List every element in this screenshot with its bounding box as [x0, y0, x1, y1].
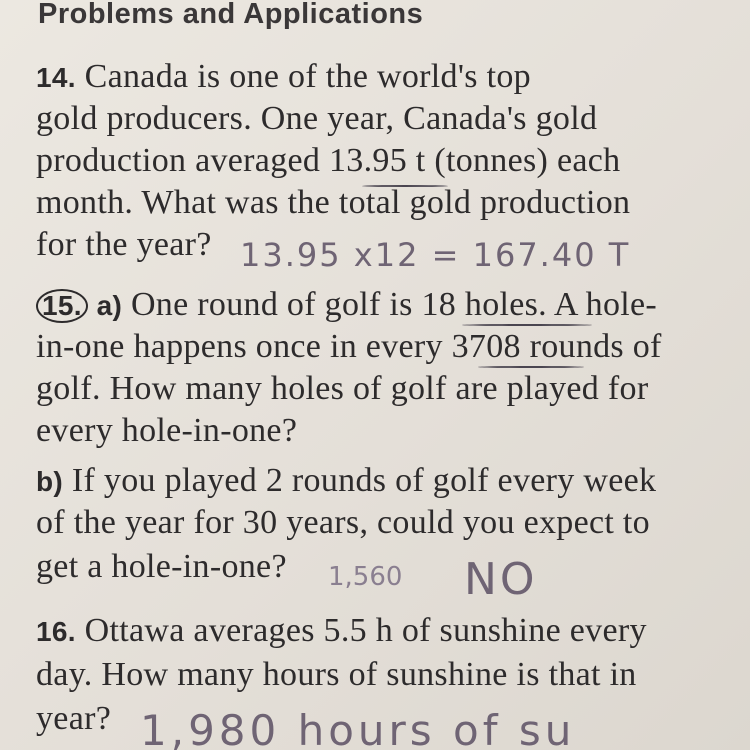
problem-14-line-5: for the year? — [36, 226, 212, 263]
problem-16-number: 16. — [36, 616, 76, 647]
problem-16-handwritten-answer: 1,980 hours of su — [140, 706, 576, 750]
problem-16-line-1 — [36, 612, 647, 650]
problem-15-part-a-label: a) — [96, 290, 123, 321]
problem-15-part-b-text: If you played 2 rounds of golf every week — [71, 462, 657, 499]
problem-15-line-3: golf. How many holes of golf are played for — [36, 370, 649, 407]
problem-15-part-a-text: One round of golf is 18 holes. A hole- — [130, 286, 658, 323]
problem-15b-handwritten-answer: NO — [464, 554, 538, 605]
underline-3708 — [478, 366, 584, 368]
problem-15-number-circled: 15. — [36, 289, 88, 323]
problem-15b-handwritten-work: 1,560 — [328, 562, 403, 592]
underline-18-holes — [462, 324, 592, 326]
problem-14-line-2: gold producers. One year, Canada's gold — [36, 100, 598, 137]
problem-16-line-3: year? — [36, 700, 112, 737]
problem-15-line-4: every hole-in-one? — [36, 412, 298, 449]
problem-15b-line-2: of the year for 30 years, could you expect to — [36, 504, 650, 541]
problem-14-line-3: production averaged 13.95 t (tonnes) each — [36, 142, 621, 179]
section-heading: Problems and Applications — [38, 0, 424, 30]
problem-15-part-b-label: b) — [36, 466, 64, 497]
problem-14-text: Canada is one of the world's top — [84, 58, 531, 95]
problem-14-number: 14. — [36, 62, 76, 93]
problem-16-text: Ottawa averages 5.5 h of sunshine every — [84, 612, 647, 649]
problem-15b-line-1 — [36, 462, 656, 500]
problem-14-line-1 — [36, 58, 531, 96]
problem-14-handwritten-answer: 13.95 x12 = 167.40 T — [240, 236, 631, 274]
underline-13-95 — [362, 185, 448, 187]
problem-14-line-4: month. What was the total gold production — [36, 184, 631, 221]
problem-16-line-2: day. How many hours of sunshine is that in — [36, 656, 637, 693]
problem-15-line-1 — [36, 286, 657, 324]
problem-15-line-2: in-one happens once in every 3708 rounds of — [36, 328, 662, 365]
problem-15b-line-3: get a hole-in-one? — [36, 548, 287, 585]
